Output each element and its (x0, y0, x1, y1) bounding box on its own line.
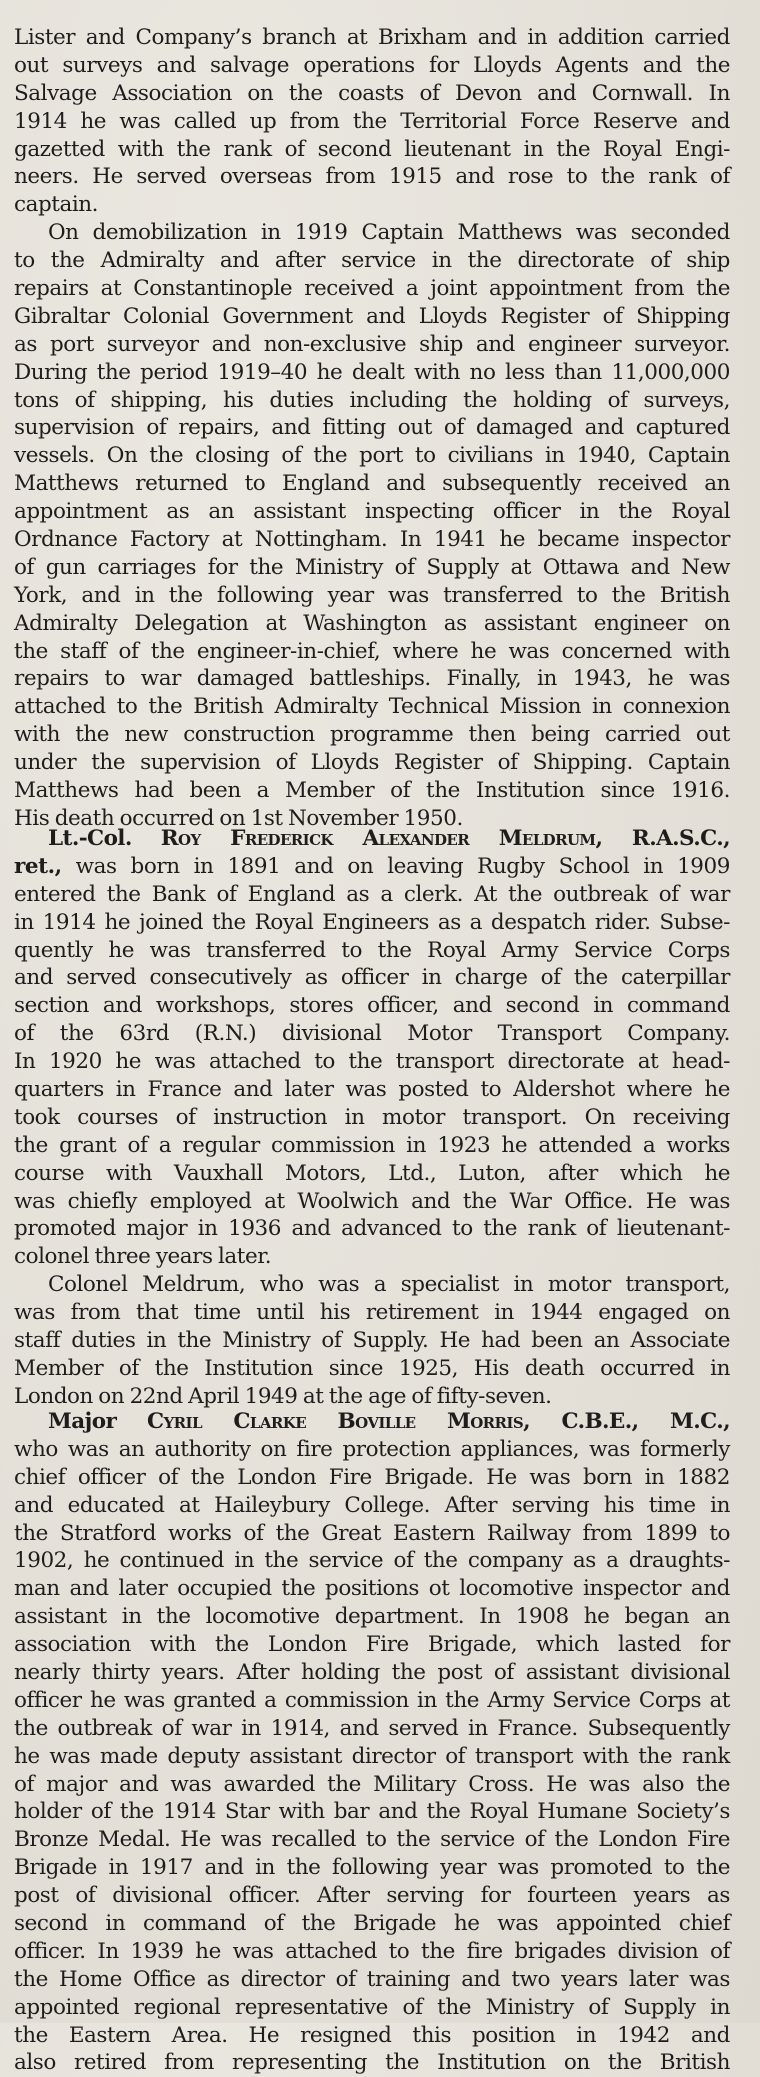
paragraph (14, 219, 730, 833)
text-line: attached to the British Admiralty Technical Mission in connexion (14, 694, 730, 720)
text-line: course with Vauxhall Motors, Ltd., Luton, after which he (14, 1160, 730, 1186)
text-line: officer. In 1939 he was attached to the fire brigades division of (14, 1938, 730, 1964)
text-line: gazetted with the rank of second lieutenant in the Royal Engi- (14, 136, 730, 162)
text-line: in 1914 he joined the Royal Engineers as a despatch rider. Subse- (14, 909, 730, 935)
text-line: to the Admiralty and after service in the directorate of ship (14, 248, 730, 274)
text-line: the Eastern Area. He resigned this position in 1942 and (14, 2022, 730, 2048)
text-line: the staff of the engineer-in-chief, where he was concerned with (14, 638, 730, 664)
text-line: also retired from representing the Institution on the British (14, 2050, 730, 2076)
text-line: repairs to war damaged battleships. Finally, in 1943, he was (14, 666, 730, 692)
text-line: holder of the 1914 Star with bar and the Royal Humane Society’s (14, 1799, 730, 1825)
obituary-matthews (14, 24, 730, 833)
text-line: His death occurred on 1st November 1950. (14, 805, 463, 831)
text-line: entered the Bank of England as a clerk. At the outbreak of war (14, 881, 730, 907)
heading-name: Roy Frederick Alexander Meldrum (160, 826, 596, 851)
text-line: post of divisional officer. After serving for fourteen years as (14, 1883, 730, 1909)
heading-suffix: ret., (14, 853, 62, 879)
text-line: Ordnance Factory at Nottingham. In 1941 he became inspector (14, 527, 730, 553)
text-line: supervision of repairs, and fitting out of damaged and captured (14, 415, 730, 441)
text-line: with the new construction programme then being carried out (14, 722, 730, 748)
text-line: nearly thirty years. After holding the post of assistant divisional (14, 1660, 730, 1686)
text-line: who was an authority on fire protection appliances, was formerly (14, 1436, 730, 1462)
text-line: the grant of a regular commission in 1923 he attended a works (14, 1132, 730, 1158)
text-line: staff duties in the Ministry of Supply. He had been an Associate (14, 1328, 730, 1354)
obituary-morris (14, 1408, 730, 2077)
text-line: officer he was granted a commission in the Army Service Corps at (14, 1687, 730, 1713)
text-line: London on 22nd April 1949 at the age of fifty-seven. (14, 1383, 552, 1409)
text-line: On demobilization in 1919 Captain Matthews was seconded (48, 220, 730, 246)
text-line: association with the London Fire Brigade, which lasted for (14, 1632, 730, 1658)
obituary-heading-morris (14, 1408, 730, 1436)
obituary-meldrum (14, 825, 730, 1411)
text-line: promoted major in 1936 and advanced to the rank of lieutenant- (14, 1216, 730, 1242)
text-line: 1902, he continued in the service of the company as a draughts- (14, 1548, 730, 1574)
text-line: was chiefly employed at Woolwich and the War Office. He was (14, 1188, 730, 1214)
text-fragment: was born in 1891 and on leaving Rugby School in 1909 (61, 853, 730, 879)
text-line: second in command of the Brigade he was appointed chief (14, 1911, 730, 1937)
paragraph (14, 24, 730, 219)
text-line: chief officer of the London Fire Brigade. He was born in 1882 (14, 1464, 730, 1490)
heading-rank: Lt.-Col. (48, 826, 132, 851)
text-line: Salvage Association on the coasts of Devon and Cornwall. In (14, 80, 730, 106)
text-line: was from that time until his retirement in 1944 engaged on (14, 1300, 730, 1326)
text-line: Matthews had been a Member of the Institution since 1916. (14, 778, 730, 804)
text-line: he was made deputy assistant director of transport with the rank (14, 1743, 730, 1769)
text-line: Member of the Institution since 1925, His death occurred in (14, 1355, 730, 1381)
text-line: York, and in the following year was transferred to the British (14, 582, 730, 608)
text-line: appointment as an assistant inspecting officer in the Royal (14, 499, 730, 525)
heading-name: Cyril Clarke Boville Morris (147, 1409, 524, 1434)
text-line: colonel three years later. (14, 1244, 272, 1270)
paragraph (14, 1436, 730, 2077)
text-line: neers. He served overseas from 1915 and rose to the rank of (14, 164, 730, 190)
obituary-body-morris (14, 1436, 730, 2077)
text-line: the Home Office as director of training and two years later was (14, 1966, 730, 1992)
text-line: During the period 1919–40 he dealt with no less than 11,000,000 (14, 359, 730, 385)
text-line: Lister and Company’s branch at Brixham and in addition carried (14, 25, 730, 50)
text-line: the Stratford works of the Great Eastern Railway from 1899 to (14, 1520, 730, 1546)
text-line: Brigade in 1917 and in the following year was promoted to the (14, 1855, 730, 1881)
paragraph (14, 881, 730, 1271)
text-line: the outbreak of war in 1914, and served in France. Subsequently (14, 1715, 730, 1741)
text-line: as port surveyor and non-exclusive ship and engineer surveyor. (14, 331, 730, 357)
text-line: section and workshops, stores officer, and second in command (14, 993, 730, 1019)
text-line: appointed regional representative of the Ministry of Supply in (14, 1994, 730, 2020)
text-line: captain. (14, 192, 99, 218)
text-line: and educated at Haileybury College. After serving his time in (14, 1492, 730, 1518)
text-line: took courses of instruction in motor transport. On receiving (14, 1104, 730, 1130)
text-line: out surveys and salvage operations for Lloyds Agents and the (14, 52, 730, 78)
text-line: repairs at Constantinople received a joint appointment from the (14, 276, 730, 302)
heading-rank: Major (48, 1409, 117, 1434)
text-line: In 1920 he was attached to the transport directorate at head- (14, 1049, 730, 1075)
text-line: Colonel Meldrum, who was a specialist in motor transport, (48, 1272, 730, 1298)
text-line: Admiralty Delegation at Washington as assistant engineer on (14, 610, 730, 636)
text-line (14, 853, 730, 881)
text-line: quently he was transferred to the Royal Army Service Corps (14, 937, 730, 963)
text-line: 1914 he was called up from the Territorial Force Reserve and (14, 108, 730, 134)
text-line: Matthews returned to England and subsequently received an (14, 471, 730, 497)
obituary-body-meldrum (14, 881, 730, 1411)
text-line: tons of shipping, his duties including the holding of surveys, (14, 387, 730, 413)
obituary-heading-meldrum (14, 825, 730, 853)
text-line: vessels. On the closing of the port to civilians in 1940, Captain (14, 443, 730, 469)
text-line: Gibraltar Colonial Government and Lloyds Register of Shipping (14, 303, 730, 329)
text-line: of the 63rd (R.N.) divisional Motor Transport Company. (14, 1021, 730, 1047)
text-line: man and later occupied the positions ot locomotive inspector and (14, 1576, 730, 1602)
text-line: assistant in the locomotive department. In 1908 he began an (14, 1604, 730, 1630)
text-line: and served consecutively as officer in charge of the caterpillar (14, 965, 730, 991)
text-line: under the supervision of Lloyds Register of Shipping. Captain (14, 750, 730, 776)
text-line: quarters in France and later was posted to Aldershot where he (14, 1077, 730, 1103)
text-line: of gun carriages for the Ministry of Supply at Ottawa and New (14, 554, 730, 580)
heading-post-nominals: , C.B.E., M.C., (523, 1409, 730, 1434)
heading-post-nominals: , R.A.S.C., (595, 826, 731, 851)
text-line: of major and was awarded the Military Cross. He was also the (14, 1771, 730, 1797)
paragraph (14, 1271, 730, 1410)
text-line: Bronze Medal. He was recalled to the service of the London Fire (14, 1827, 730, 1853)
